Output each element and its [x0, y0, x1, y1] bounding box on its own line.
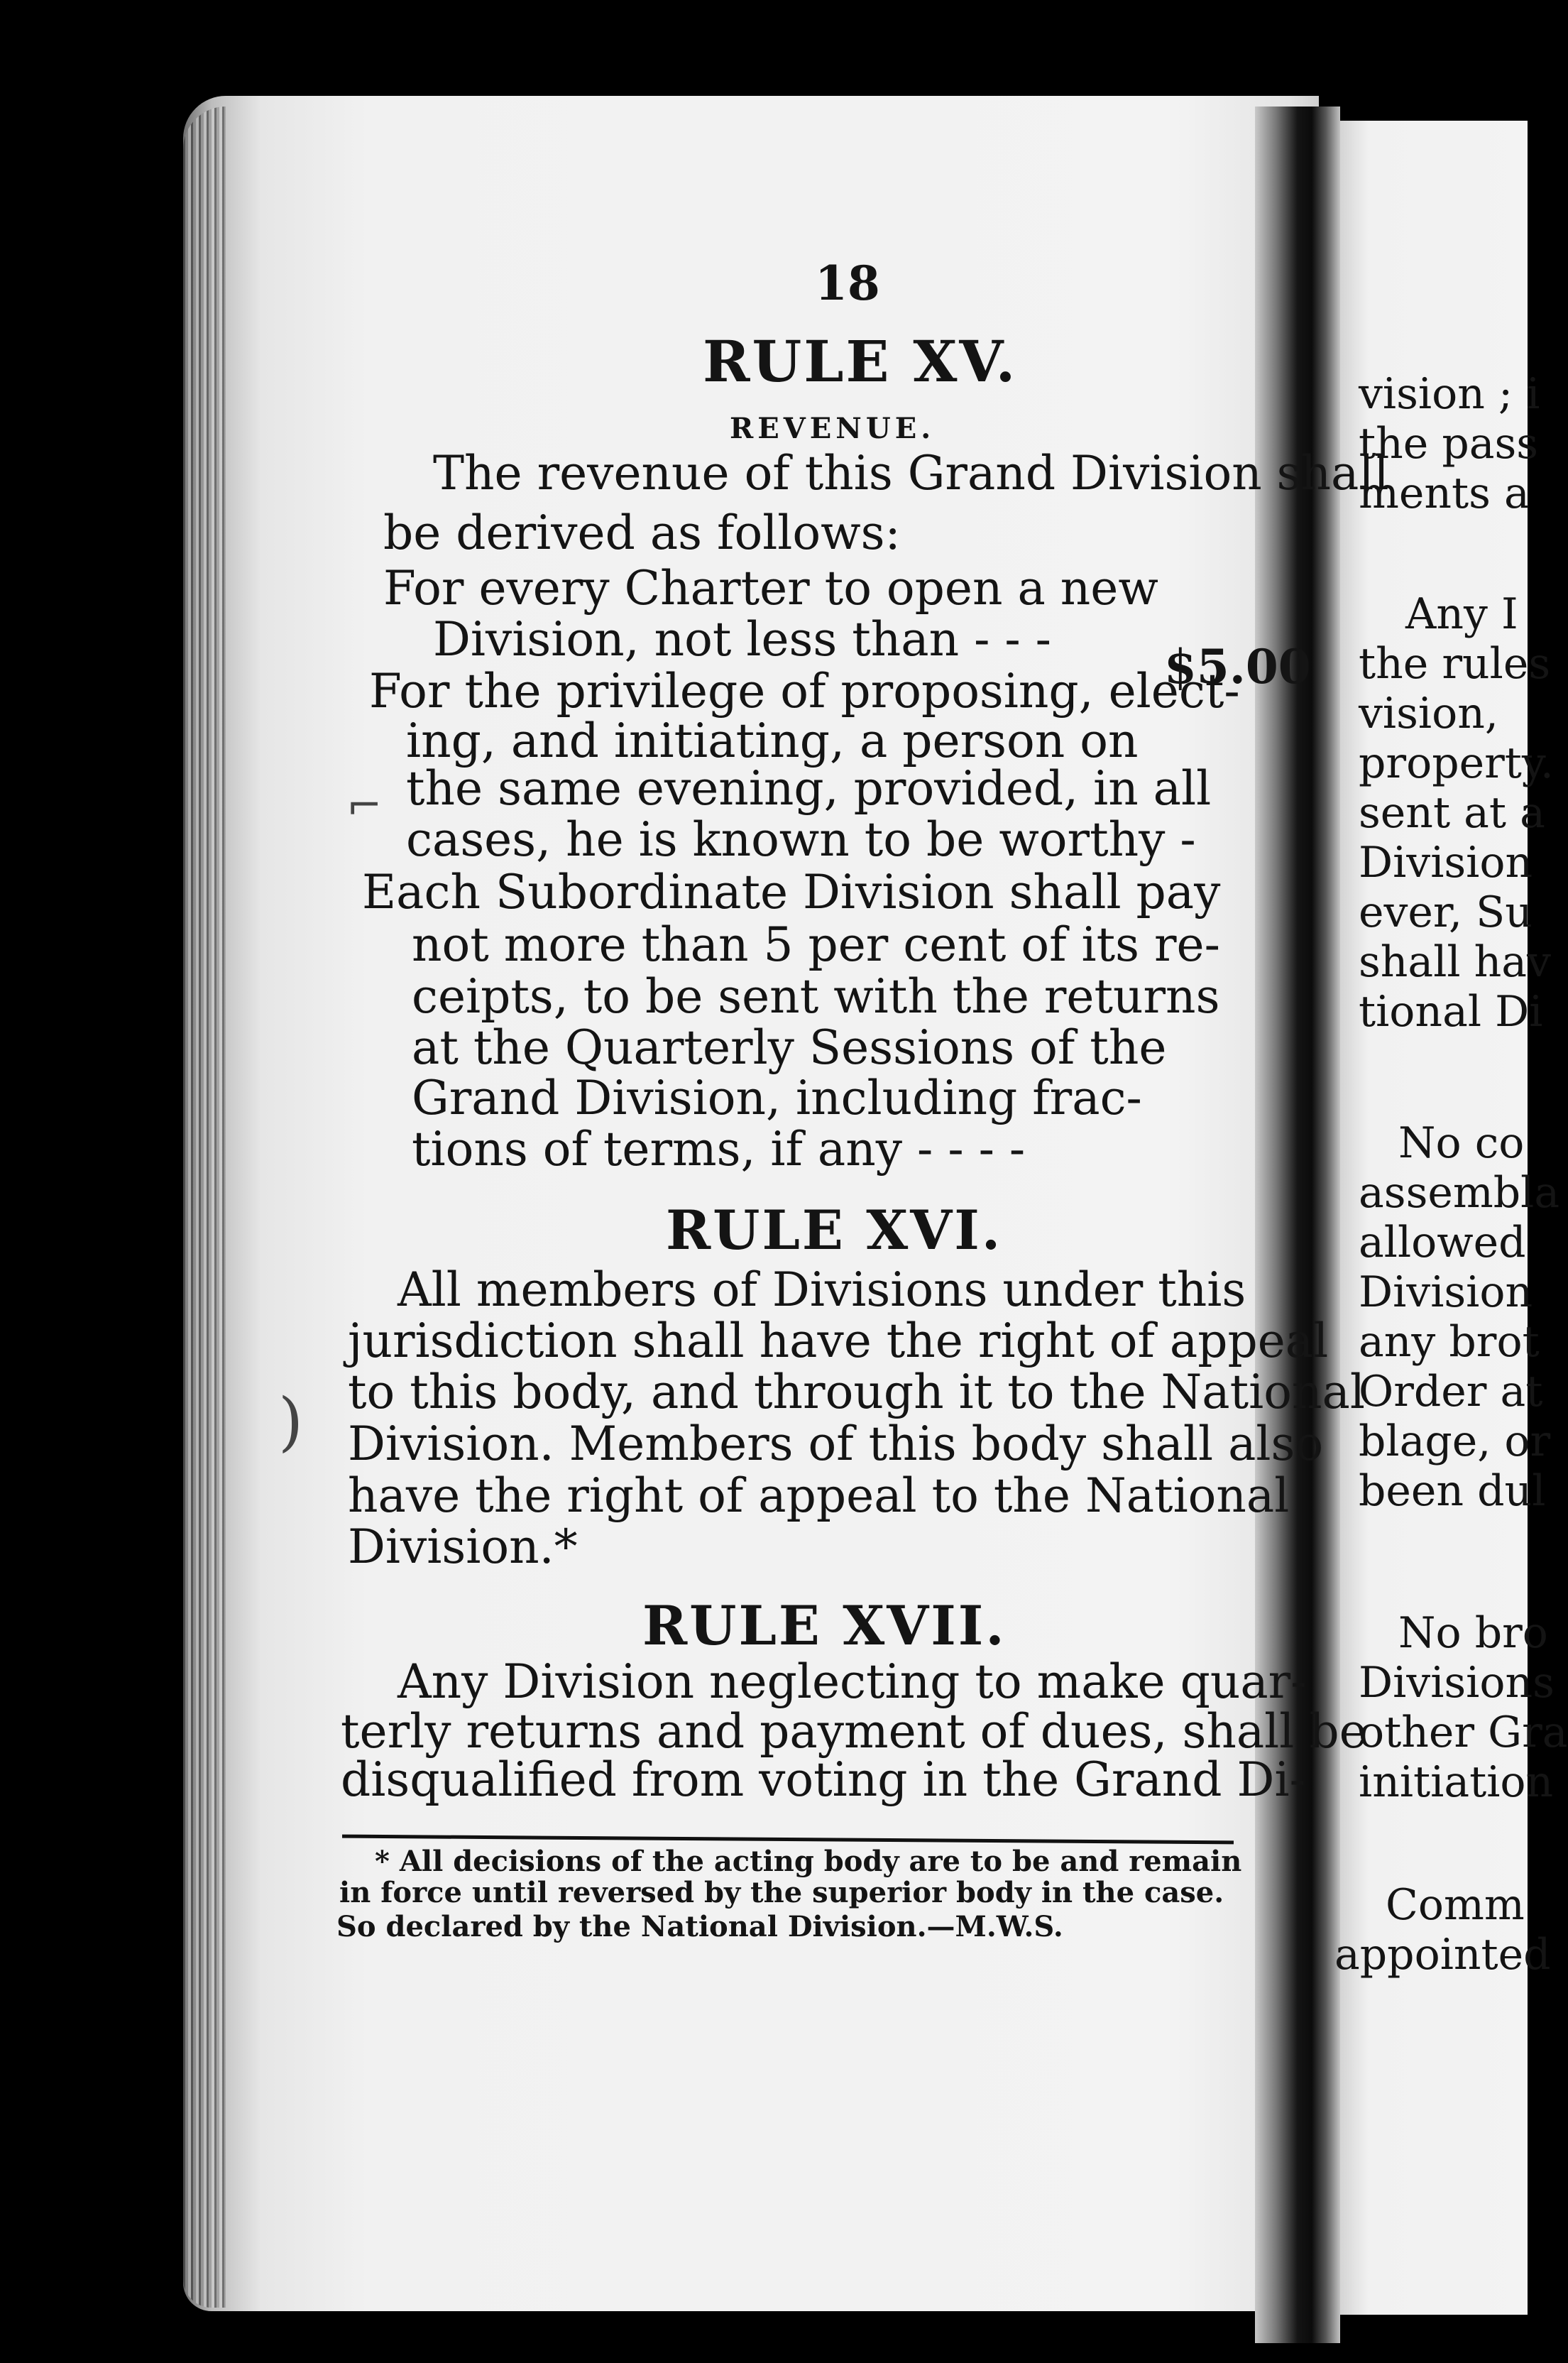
right-page-line: Comm [1386, 1880, 1525, 1930]
page-number: 18 [815, 256, 880, 311]
rule-xv-line: ceipts, to be sent with the returns [412, 969, 1220, 1024]
rule-xvi-heading: RULE XVI. [666, 1199, 1003, 1262]
rule-xv-line: The revenue of this Grand Division shall [433, 446, 1389, 501]
rule-xv-line: be derived as follows: [383, 506, 901, 560]
right-page-line: Division [1359, 838, 1533, 888]
rule-xv-line: Division, not less than - - - [433, 612, 1051, 667]
right-page-line: shall hav [1359, 937, 1551, 987]
rule-xvii-line: terly returns and payment of dues, shall be [341, 1704, 1367, 1759]
right-page-line: blage, or [1359, 1417, 1551, 1466]
rule-xv-line: at the Quarterly Sessions of the [412, 1020, 1167, 1075]
right-page-line: the pass [1359, 419, 1539, 469]
right-page-line: No bro [1398, 1608, 1548, 1658]
right-page-line: the rules [1359, 639, 1551, 689]
rule-xv-line: For the privilege of proposing, elect- [369, 664, 1240, 719]
rule-xv-line: not more than 5 per cent of its re- [412, 917, 1220, 972]
footnote-line: So declared by the National Division.—M.W.S. [336, 1910, 1063, 1943]
rule-xvi-line: All members of Divisions under this [398, 1262, 1246, 1317]
rule-xv-line: cases, he is known to be worthy - [406, 812, 1196, 867]
rule-xvi-line: Division.* [348, 1519, 578, 1574]
rule-xvii-line: disqualified from voting in the Grand Di- [341, 1752, 1305, 1807]
rule-xvii-line: Any Division neglecting to make quar- [398, 1654, 1307, 1709]
right-page-line: vision, [1359, 689, 1498, 738]
rule-xvi-line: have the right of appeal to the National [348, 1468, 1290, 1523]
footnote-line: * All decisions of the acting body are to be and remain [375, 1845, 1242, 1878]
right-page-line: been dul [1359, 1466, 1546, 1516]
right-page-line: vision ; i [1359, 369, 1540, 419]
right-page-line: allowed [1359, 1218, 1526, 1267]
page-edge [183, 107, 226, 2308]
margin-mark: ) [278, 1385, 304, 1459]
right-page-line: Any I [1405, 589, 1518, 639]
rule-xvii-heading: RULE XVII. [642, 1594, 1007, 1657]
charter-amount: $5.00 [1164, 639, 1311, 694]
rule-xv-line: Each Subordinate Division shall pay [362, 865, 1221, 919]
right-page-line: initiation [1359, 1757, 1554, 1807]
rule-xvi-line: Division. Members of this body shall also [348, 1417, 1324, 1471]
right-page-line: Divisions [1359, 1658, 1555, 1708]
rule-xvi-line: to this body, and through it to the National [348, 1365, 1365, 1419]
right-page-line: appointed [1334, 1930, 1551, 1980]
rule-xv-line: the same evening, provided, in all [406, 761, 1212, 816]
right-page-line: ever, Su [1359, 888, 1533, 937]
right-page-line: Division [1359, 1267, 1533, 1317]
rule-xvi-line: jurisdiction shall have the right of appeal [348, 1314, 1329, 1368]
right-page-line: any brot [1359, 1317, 1540, 1367]
rule-xv-line: For every Charter to open a new [383, 561, 1158, 616]
rule-xv-line: tions of terms, if any - - - - [412, 1122, 1026, 1177]
right-page-line: sent at a [1359, 788, 1545, 838]
rule-xv-subheading: REVENUE. [730, 412, 936, 445]
right-page-line: other Gra [1359, 1708, 1568, 1757]
rule-xv-heading: RULE XV. [703, 328, 1018, 395]
right-page-line: No co [1398, 1118, 1525, 1168]
right-page-line: property. [1359, 738, 1554, 788]
rule-xv-line: Grand Division, including frac- [412, 1071, 1142, 1125]
margin-mark: ⌐ [346, 781, 383, 831]
right-page-line: assembla [1359, 1168, 1560, 1218]
right-page-line: Order at [1359, 1367, 1543, 1417]
right-page-line: tional Di [1359, 987, 1543, 1037]
right-page-line: ments a [1359, 469, 1530, 518]
footnote-line: in force until reversed by the superior body in the case. [339, 1876, 1224, 1909]
rule-xv-line: ing, and initiating, a person on [406, 714, 1139, 768]
book-gutter [1255, 107, 1340, 2343]
